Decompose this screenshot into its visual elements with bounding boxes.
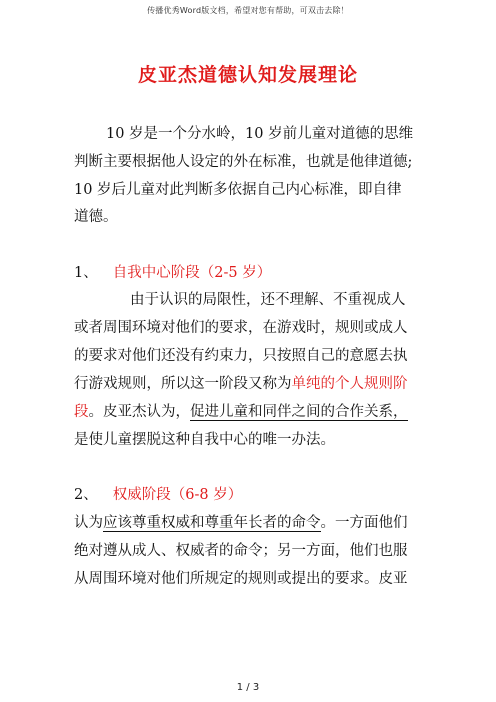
intro-line-3: 10 岁后儿童对此判断多依据自己内心标准，即自律 [74,182,402,198]
respect-authority-underlined-text: 应该尊重权威和尊重年长者的命令 [103,515,321,531]
section1-line-3: 的要求对他们还没有约束力，只按照自己的意愿去执 [74,348,408,364]
individual-rule-stage-highlight: 单纯的个人规则阶 [291,376,408,392]
section2-line-3: 从周围环境对他们所规定的规则或提出的要求。皮亚 [74,571,408,587]
intro-line-2: 判断主要根据他人设定的外在标准，也就是他律道德; [74,154,413,170]
individual-rule-stage-highlight-end: 段 [74,404,89,420]
section1-line-5-text: 。皮亚杰认为， [88,404,190,420]
section2-heading-row [74,485,242,505]
section2-line-2: 绝对遵从成人、权威者的命令；另一方面，他们也服 [74,543,408,559]
page-number: 1 / 3 [236,682,260,693]
section2-line-1-pre: 认为 [74,515,103,531]
section1-line-4-text: 行游戏规则，所以这一阶段又称为 [74,376,292,392]
section1-line-5 [74,402,408,422]
intro-line-4: 道德。 [74,209,118,225]
document-title: 皮亚杰道德认知发展理论 [137,64,358,86]
section1-heading: 自我中心阶段（2-5 岁） [112,265,272,281]
section1-heading-row [74,263,271,283]
section2-number: 2、 [74,487,98,503]
section1-line-1: 由于认识的局限性，还不理解、不重视成人 [130,292,406,308]
section1-number: 1、 [74,265,98,281]
section1-line-2: 或者周围环境对他们的要求，在游戏时，规则或成人 [74,320,408,336]
section1-line-6: 是使儿童摆脱这种自我中心的唯一办法。 [74,432,335,448]
section2-line-1 [74,513,408,533]
section1-line-4 [74,374,408,394]
intro-line-1: 10 岁是一个分水岭，10 岁前儿童对道德的思维 [106,126,414,142]
section2-heading: 权威阶段（6-8 岁） [112,487,243,503]
cooperation-underlined-text: 促进儿童和同伴之间的合作关系， [190,404,408,420]
section2-line-1-post: 。一方面他们 [320,515,408,531]
top-banner-notice: 传播优秀Word版文档，希望对您有帮助，可双击去除！ [147,6,349,15]
